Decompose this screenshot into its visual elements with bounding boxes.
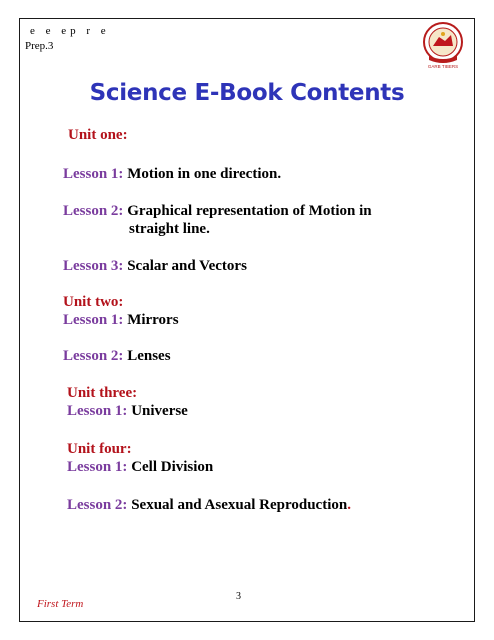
unit-four-heading: Unit four: (67, 441, 132, 457)
lesson-title: Mirrors (127, 312, 179, 328)
lesson-title: Cell Division (131, 459, 214, 475)
unit-three-heading: Unit three: (67, 385, 138, 401)
toc-entry (67, 459, 213, 476)
header-text: e e ep r e (30, 25, 110, 37)
lesson-title: Motion in one direction. (127, 166, 282, 182)
lesson-title: Graphical representation of Motion in (127, 203, 372, 219)
lesson-title: Universe (131, 403, 188, 419)
lesson-number: Lesson 1: (67, 459, 128, 475)
lesson-number: Lesson 1: (63, 166, 124, 182)
lesson-number: Lesson 3: (63, 258, 124, 274)
unit-one-heading: Unit one: (68, 127, 128, 143)
toc-entry (67, 497, 351, 514)
lesson-number: Lesson 2: (67, 497, 128, 513)
unit-two-heading: Unit two: (63, 294, 124, 310)
school-crest-logo-icon (417, 20, 469, 70)
lesson-number: Lesson 2: (63, 203, 124, 219)
toc-entry (67, 403, 188, 420)
logo-caption: GARB TIBERS (427, 64, 459, 69)
toc-entry (63, 348, 171, 365)
lesson-end-mark: . (347, 497, 351, 513)
header-grade: Prep.3 (25, 40, 54, 52)
toc-entry (63, 166, 281, 183)
page-title: Science E-Book Contents (89, 80, 405, 106)
lesson-number: Lesson 1: (67, 403, 128, 419)
page-number: 3 (236, 591, 241, 602)
toc-entry (63, 258, 247, 275)
lesson-number: Lesson 2: (63, 348, 124, 364)
footer-term: First Term (37, 598, 84, 610)
lesson-title: Sexual and Asexual Reproduction (131, 497, 348, 513)
lesson-number: Lesson 1: (63, 312, 124, 328)
toc-entry (63, 203, 372, 220)
lesson-title-continued: straight line. (129, 221, 210, 237)
toc-entry (63, 312, 179, 329)
lesson-title: Lenses (127, 348, 171, 364)
lesson-title: Scalar and Vectors (127, 258, 247, 274)
